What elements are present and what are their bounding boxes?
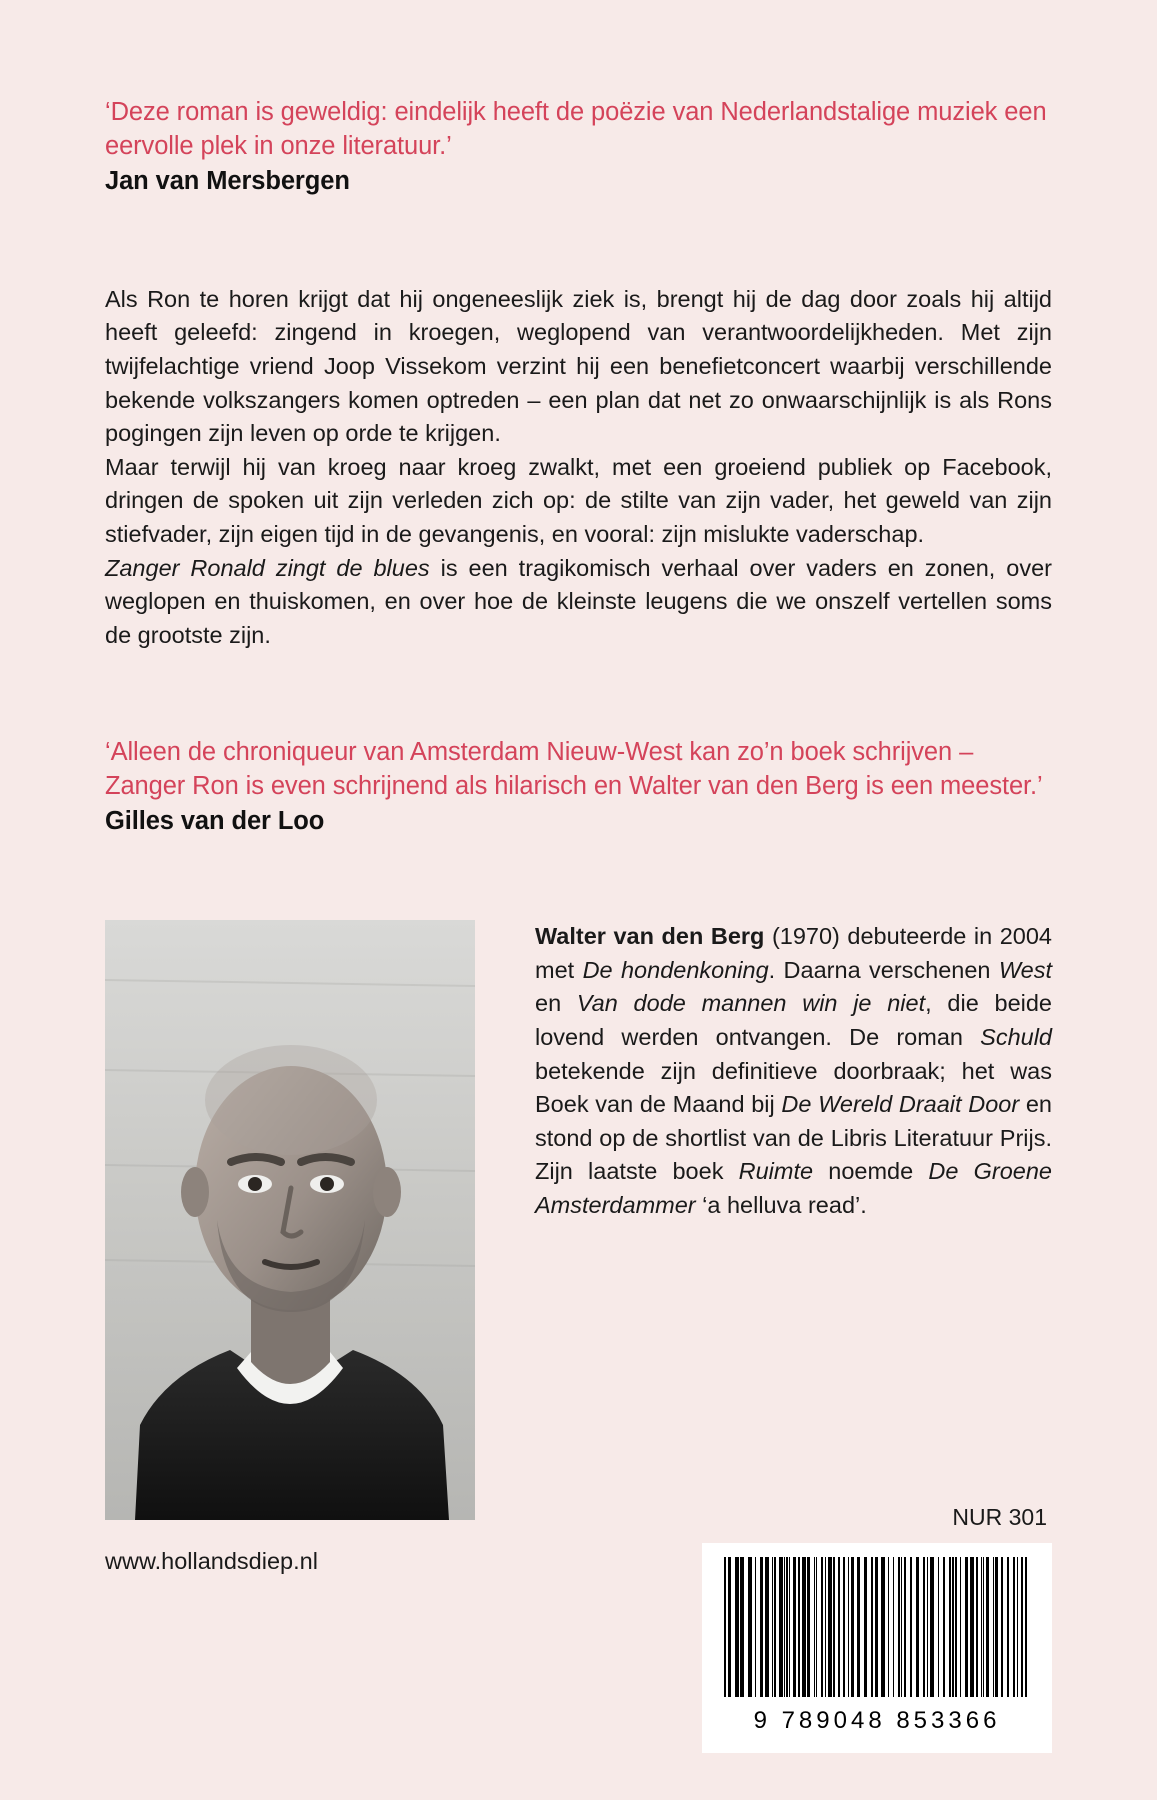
bio-title-3: Van dode mannen win je niet — [576, 990, 926, 1017]
bio-text-8: ‘a helluva read’. — [695, 1191, 867, 1218]
author-birth-year — [764, 923, 772, 949]
bio-text-5: betekende zijn definitieve doorbraak; het was Boek van de Maand bij — [535, 1057, 1052, 1118]
synopsis-paragraph-2: Maar terwijl hij van kroeg naar kroeg zwalkt, met een groeiend publiek op Facebook, dringen de spoken uit zijn verleden zich op: de stilte van zijn vader, het geweld van zijn stiefvader, zijn eigen tijd in de gevangenis, en vooral: zijn mislukte vaderschap. — [105, 453, 1052, 547]
bio-text-7: noemde — [813, 1158, 929, 1185]
author-bio — [535, 920, 1052, 1222]
publisher-website[interactable]: www.hollandsdiep.nl — [105, 1548, 318, 1575]
book-title-italic: Zanger Ronald zingt de blues — [105, 554, 430, 581]
author-photo-column — [105, 920, 475, 1575]
synopsis-paragraph-3-rest: is een tragikomisch verhaal over vaders en zonen, over weglopen en thuiskomen, en over hoe de kleinste leugens die we onszelf vertellen soms de grootste zijn. — [105, 554, 1052, 648]
portrait-illustration-icon — [105, 920, 475, 1520]
bio-title-6: Ruimte — [738, 1158, 814, 1185]
bio-title-7: De Groene Amsterdammer — [535, 1158, 1053, 1218]
nur-code: NUR 301 — [952, 1504, 1047, 1530]
bio-text-4: , die beide lovend werden ontvangen. De roman — [535, 990, 1052, 1050]
bio-text-2: . Daarna verschenen — [768, 956, 999, 983]
barcode — [702, 1543, 1052, 1753]
bio-text-3: en — [535, 990, 577, 1017]
barcode-digits: 9 789048 853366 — [753, 1707, 1001, 1734]
blurb-top — [105, 0, 1052, 196]
author-name: Walter van den Berg — [535, 923, 765, 950]
bio-title-5: De Wereld Draait Door — [781, 1091, 1020, 1118]
blurb-second — [105, 736, 1052, 836]
bio-title-1: De hondenkoning — [582, 956, 769, 983]
synopsis-paragraph-3 — [105, 552, 1052, 653]
author-birth-year-value: (1970) — [771, 923, 840, 950]
bio-text-6: en stond op de shortlist van de Libris Literatuur Prijs. Zijn laatste boek — [535, 1091, 1053, 1185]
blurb-second-quote: ‘Alleen de chroniqueur van Amsterdam Nieuw-West kan zo’n boek schrijven – Zanger Ron is even schrijnend als hilarisch en Walter van den Berg is een meester.’ — [105, 738, 1043, 801]
barcode-bars — [724, 1557, 1030, 1697]
author-portrait-image — [105, 920, 475, 1520]
barcode-area — [702, 1504, 1052, 1753]
bio-title-2: West — [998, 956, 1052, 983]
blurb-top-quote: ‘Deze roman is geweldig: eindelijk heeft de poëzie van Nederlandstalige muziek een eervolle plek in onze literatuur.’ — [105, 98, 1047, 160]
author-section — [105, 920, 1052, 1575]
synopsis — [105, 283, 1052, 653]
synopsis-paragraph-1: Als Ron te horen krijgt dat hij ongeneeslijk ziek is, brengt hij de dag door zoals hij altijd heeft geleefd: zingend in kroegen, weglopend van verantwoordelijkheden. Met zijn twijfelachtige vriend Joop Vissekom verzint hij een benefietconcert waarbij verschillende bekende volkszangers komen optreden – een plan dat net zo onwaarschijnlijk is als Rons pogingen zijn leven op orde te krijgen. — [105, 285, 1052, 447]
blurb-top-author: Jan van Mersbergen — [105, 166, 350, 195]
bio-title-4: Schuld — [980, 1023, 1052, 1050]
bio-text-1: debuteerde in 2004 met — [535, 923, 1052, 983]
blurb-second-author: Gilles van der Loo — [105, 807, 325, 836]
